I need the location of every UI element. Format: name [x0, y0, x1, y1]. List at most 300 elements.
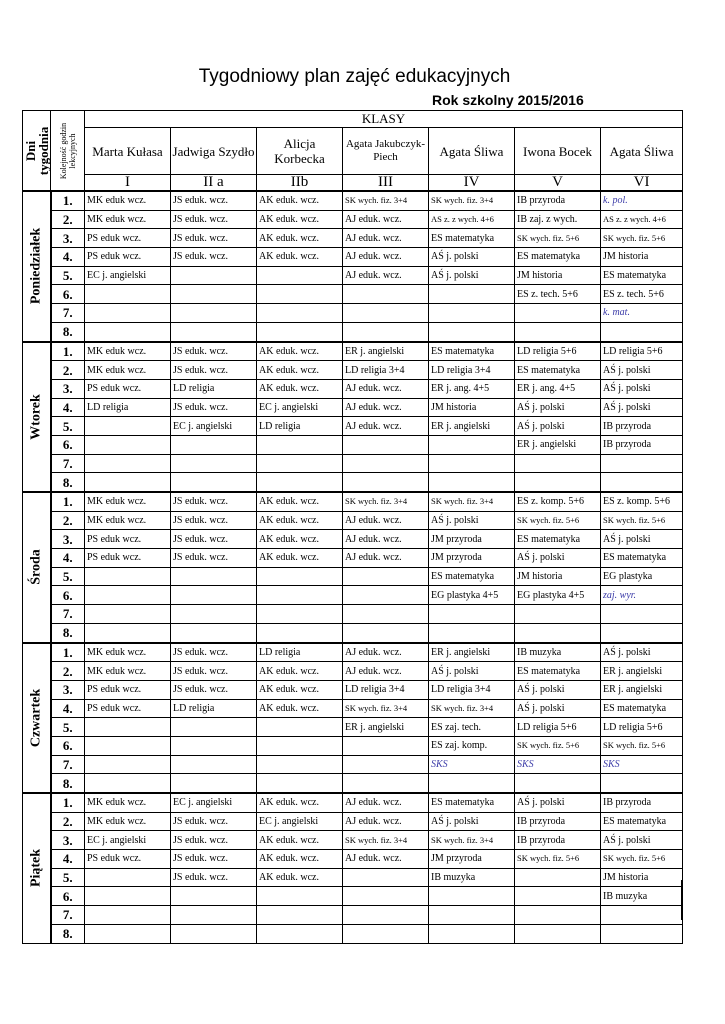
- lesson-cell: [171, 774, 257, 793]
- lesson-cell: LD religia: [257, 643, 343, 662]
- lesson-cell: PS eduk wcz.: [85, 699, 171, 718]
- lesson-cell: ES matematyka: [515, 248, 601, 267]
- lesson-cell: IB zaj. z wych.: [515, 210, 601, 229]
- lesson-cell: LD religia 3+4: [343, 680, 429, 699]
- lesson-cell: [515, 924, 601, 943]
- lesson-cell: k. pol.: [601, 191, 683, 210]
- lesson-number: 8.: [51, 623, 85, 642]
- lesson-cell: [257, 623, 343, 642]
- lesson-cell: AŚ j. polski: [515, 699, 601, 718]
- day-label: [23, 342, 51, 493]
- lesson-cell: JS eduk. wcz.: [171, 812, 257, 831]
- lesson-cell: IB przyroda: [515, 831, 601, 850]
- lesson-cell: JS eduk. wcz.: [171, 511, 257, 530]
- schedule-table: [22, 110, 683, 944]
- lesson-cell: AJ eduk. wcz.: [343, 793, 429, 812]
- lesson-cell: ES matematyka: [601, 699, 683, 718]
- lesson-cell: AK eduk. wcz.: [257, 511, 343, 530]
- lesson-cell: JS eduk. wcz.: [171, 191, 257, 210]
- lesson-cell: [85, 435, 171, 454]
- day-label: [23, 191, 51, 342]
- lesson-cell: [429, 774, 515, 793]
- lesson-cell: [343, 774, 429, 793]
- lesson-cell: [257, 586, 343, 605]
- lesson-number: 7.: [51, 605, 85, 624]
- lesson-cell: AK eduk. wcz.: [257, 680, 343, 699]
- table-row: [23, 361, 683, 380]
- table-row: [23, 887, 683, 906]
- lesson-cell: [429, 435, 515, 454]
- lesson-cell: [429, 322, 515, 341]
- lesson-number: 7.: [51, 906, 85, 925]
- lesson-cell: LD religia 5+6: [515, 342, 601, 361]
- table-row: [23, 812, 683, 831]
- table-row: [23, 530, 683, 549]
- lesson-cell: [257, 435, 343, 454]
- lesson-cell: [171, 887, 257, 906]
- lesson-cell: SKS: [515, 755, 601, 774]
- teacher-header: Agata Jakubczyk-Piech: [343, 128, 429, 175]
- table-row: [23, 322, 683, 341]
- lesson-cell: ES zaj. komp.: [429, 736, 515, 755]
- lesson-number: 1.: [51, 492, 85, 511]
- table-row: [23, 680, 683, 699]
- teacher-header: Agata Śliwa: [429, 128, 515, 175]
- lesson-cell: SK wych. fiz. 3+4: [429, 191, 515, 210]
- lesson-cell: LD religia: [257, 417, 343, 436]
- lesson-cell: IB przyroda: [601, 417, 683, 436]
- lesson-number: 1.: [51, 793, 85, 812]
- lesson-cell: [515, 623, 601, 642]
- lesson-cell: [257, 285, 343, 304]
- lesson-cell: [343, 924, 429, 943]
- lesson-cell: SK wych. fiz. 5+6: [601, 850, 683, 869]
- lesson-cell: MK eduk wcz.: [85, 210, 171, 229]
- table-row: [23, 379, 683, 398]
- lesson-cell: LD religia: [85, 398, 171, 417]
- lesson-cell: LD religia: [171, 379, 257, 398]
- lesson-number: 5.: [51, 417, 85, 436]
- header-days-line1: Dni: [22, 140, 38, 161]
- table-row: [23, 398, 683, 417]
- lesson-cell: EG plastyka 4+5: [515, 586, 601, 605]
- lesson-cell: [429, 605, 515, 624]
- lesson-cell: [343, 605, 429, 624]
- lesson-cell: SK wych. fiz. 5+6: [515, 229, 601, 248]
- lesson-cell: AJ eduk. wcz.: [343, 662, 429, 681]
- lesson-cell: IB przyroda: [515, 812, 601, 831]
- lesson-cell: AŚ j. polski: [601, 361, 683, 380]
- lesson-number: 3.: [51, 831, 85, 850]
- lesson-cell: AJ eduk. wcz.: [343, 530, 429, 549]
- lesson-number: 4.: [51, 398, 85, 417]
- lesson-cell: [601, 623, 683, 642]
- teacher-header: Iwona Bocek: [515, 128, 601, 175]
- lesson-cell: [343, 586, 429, 605]
- lesson-cell: MK eduk wcz.: [85, 793, 171, 812]
- teacher-header: Jadwiga Szydło: [171, 128, 257, 175]
- lesson-cell: IB przyroda: [601, 793, 683, 812]
- lesson-cell: AŚ j. polski: [429, 266, 515, 285]
- lesson-cell: JS eduk. wcz.: [171, 831, 257, 850]
- lesson-cell: AK eduk. wcz.: [257, 229, 343, 248]
- table-row: [23, 605, 683, 624]
- lesson-cell: IB muzyka: [515, 643, 601, 662]
- lesson-cell: [85, 473, 171, 492]
- lesson-number: 3.: [51, 229, 85, 248]
- table-row: [23, 718, 683, 737]
- table-row: [23, 304, 683, 323]
- lesson-cell: [171, 454, 257, 473]
- lesson-cell: [429, 924, 515, 943]
- lesson-cell: SK wych. fiz. 5+6: [601, 736, 683, 755]
- lesson-cell: AK eduk. wcz.: [257, 549, 343, 568]
- lesson-cell: MK eduk wcz.: [85, 492, 171, 511]
- lesson-cell: EC j. angielski: [171, 793, 257, 812]
- day-name: Czwartek: [28, 688, 44, 747]
- lesson-cell: SKS: [429, 755, 515, 774]
- table-row: [23, 285, 683, 304]
- day-label: [23, 643, 51, 794]
- lesson-number: 5.: [51, 266, 85, 285]
- table-row: [23, 210, 683, 229]
- lesson-cell: ES matematyka: [429, 229, 515, 248]
- lesson-cell: [171, 586, 257, 605]
- lesson-cell: JM historia: [515, 266, 601, 285]
- lesson-cell: SK wych. fiz. 3+4: [343, 831, 429, 850]
- lesson-cell: JS eduk. wcz.: [171, 229, 257, 248]
- lesson-cell: [343, 304, 429, 323]
- table-row: [23, 662, 683, 681]
- lesson-cell: JS eduk. wcz.: [171, 342, 257, 361]
- lesson-cell: zaj. wyr.: [601, 586, 683, 605]
- lesson-cell: ES matematyka: [601, 549, 683, 568]
- lesson-cell: AJ eduk. wcz.: [343, 398, 429, 417]
- table-row: [23, 623, 683, 642]
- lesson-cell: AK eduk. wcz.: [257, 361, 343, 380]
- table-edge-line: [681, 880, 683, 920]
- lesson-number: 2.: [51, 812, 85, 831]
- lesson-cell: ER j. ang. 4+5: [515, 379, 601, 398]
- lesson-cell: [85, 605, 171, 624]
- lesson-cell: [85, 887, 171, 906]
- table-row: [23, 755, 683, 774]
- lesson-number: 4.: [51, 549, 85, 568]
- lesson-cell: AJ eduk. wcz.: [343, 229, 429, 248]
- lesson-cell: AJ eduk. wcz.: [343, 266, 429, 285]
- lesson-cell: AŚ j. polski: [429, 511, 515, 530]
- lesson-cell: SK wych. fiz. 3+4: [429, 699, 515, 718]
- lesson-cell: SK wych. fiz. 5+6: [515, 850, 601, 869]
- lesson-cell: MK eduk wcz.: [85, 361, 171, 380]
- lesson-cell: [171, 718, 257, 737]
- class-header: I: [85, 175, 171, 192]
- lesson-cell: AŚ j. polski: [601, 379, 683, 398]
- lesson-cell: AJ eduk. wcz.: [343, 549, 429, 568]
- lesson-cell: EC j. angielski: [257, 398, 343, 417]
- lesson-number: 7.: [51, 454, 85, 473]
- lesson-cell: AK eduk. wcz.: [257, 868, 343, 887]
- lesson-cell: [601, 322, 683, 341]
- lesson-cell: IB muzyka: [601, 887, 683, 906]
- lesson-number: 6.: [51, 736, 85, 755]
- lesson-cell: SK wych. fiz. 3+4: [343, 492, 429, 511]
- lesson-cell: ER j. angielski: [429, 417, 515, 436]
- lesson-cell: MK eduk wcz.: [85, 191, 171, 210]
- table-row: [23, 549, 683, 568]
- lesson-cell: ER j. ang. 4+5: [429, 379, 515, 398]
- lesson-cell: JM przyroda: [429, 549, 515, 568]
- lesson-cell: [343, 454, 429, 473]
- lesson-cell: [601, 924, 683, 943]
- day-name: Środa: [28, 549, 44, 586]
- lesson-cell: AK eduk. wcz.: [257, 793, 343, 812]
- table-row: [23, 736, 683, 755]
- lesson-cell: [257, 906, 343, 925]
- lesson-number: 2.: [51, 662, 85, 681]
- class-header: V: [515, 175, 601, 192]
- lesson-cell: MK eduk wcz.: [85, 812, 171, 831]
- lesson-number: 5.: [51, 868, 85, 887]
- lesson-cell: AK eduk. wcz.: [257, 379, 343, 398]
- lesson-cell: JM przyroda: [429, 850, 515, 869]
- lesson-number: 6.: [51, 586, 85, 605]
- lesson-cell: JS eduk. wcz.: [171, 530, 257, 549]
- table-row: [23, 586, 683, 605]
- lesson-number: 8.: [51, 322, 85, 341]
- lesson-cell: AJ eduk. wcz.: [343, 511, 429, 530]
- lesson-cell: PS eduk wcz.: [85, 379, 171, 398]
- lesson-cell: [171, 623, 257, 642]
- lesson-cell: [515, 454, 601, 473]
- lesson-cell: [343, 868, 429, 887]
- lesson-cell: EG plastyka 4+5: [429, 586, 515, 605]
- lesson-cell: LD religia 3+4: [343, 361, 429, 380]
- lesson-cell: JS eduk. wcz.: [171, 361, 257, 380]
- lesson-cell: SK wych. fiz. 3+4: [429, 831, 515, 850]
- table-row: [23, 906, 683, 925]
- lesson-cell: [85, 454, 171, 473]
- lesson-cell: [601, 454, 683, 473]
- lesson-number: 7.: [51, 304, 85, 323]
- lesson-number: 4.: [51, 850, 85, 869]
- lesson-number: 3.: [51, 530, 85, 549]
- lesson-cell: JS eduk. wcz.: [171, 868, 257, 887]
- lesson-cell: ER j. angielski: [601, 680, 683, 699]
- page-title: Tygodniowy plan zajęć edukacyjnych: [198, 66, 511, 87]
- lesson-cell: [257, 473, 343, 492]
- lesson-cell: AŚ j. polski: [429, 248, 515, 267]
- lesson-cell: AK eduk. wcz.: [257, 342, 343, 361]
- class-header: III: [343, 175, 429, 192]
- lesson-cell: EC j. angielski: [85, 831, 171, 850]
- lesson-cell: SK wych. fiz. 5+6: [601, 511, 683, 530]
- lesson-cell: JS eduk. wcz.: [171, 850, 257, 869]
- lesson-cell: AK eduk. wcz.: [257, 831, 343, 850]
- lesson-cell: [343, 736, 429, 755]
- lesson-cell: PS eduk wcz.: [85, 549, 171, 568]
- lesson-cell: ES matematyka: [601, 812, 683, 831]
- header-days-line2: tygodnia: [35, 126, 51, 175]
- lesson-cell: ER j. angielski: [601, 662, 683, 681]
- lesson-cell: [257, 605, 343, 624]
- lesson-cell: IB przyroda: [601, 435, 683, 454]
- lesson-cell: AK eduk. wcz.: [257, 248, 343, 267]
- lesson-number: 1.: [51, 191, 85, 210]
- table-row: [23, 266, 683, 285]
- lesson-cell: AK eduk. wcz.: [257, 662, 343, 681]
- lesson-cell: k. mat.: [601, 304, 683, 323]
- lesson-cell: SK wych. fiz. 5+6: [601, 229, 683, 248]
- lesson-cell: [85, 774, 171, 793]
- lesson-cell: [257, 322, 343, 341]
- lesson-cell: PS eduk wcz.: [85, 680, 171, 699]
- teacher-header: Alicja Korbecka: [257, 128, 343, 175]
- lesson-cell: AŚ j. polski: [601, 643, 683, 662]
- lesson-cell: ES matematyka: [429, 793, 515, 812]
- lesson-cell: EG plastyka: [601, 567, 683, 586]
- lesson-cell: JS eduk. wcz.: [171, 210, 257, 229]
- lesson-cell: [515, 906, 601, 925]
- lesson-number: 7.: [51, 755, 85, 774]
- lesson-cell: AŚ j. polski: [601, 398, 683, 417]
- lesson-cell: AŚ j. polski: [515, 793, 601, 812]
- lesson-cell: ER j. angielski: [429, 643, 515, 662]
- lesson-cell: [515, 868, 601, 887]
- lesson-cell: [343, 285, 429, 304]
- lesson-cell: ES matematyka: [515, 662, 601, 681]
- table-row: [23, 643, 683, 662]
- lesson-cell: [171, 304, 257, 323]
- lesson-cell: [85, 755, 171, 774]
- lesson-cell: [171, 435, 257, 454]
- table-row: [23, 699, 683, 718]
- lesson-cell: [343, 567, 429, 586]
- table-row: [23, 473, 683, 492]
- class-header: IV: [429, 175, 515, 192]
- lesson-cell: AJ eduk. wcz.: [343, 210, 429, 229]
- lesson-cell: [171, 322, 257, 341]
- class-header: VI: [601, 175, 683, 192]
- lesson-cell: EC j. angielski: [257, 812, 343, 831]
- day-name: Wtorek: [28, 393, 44, 440]
- table-row: [23, 342, 683, 361]
- lesson-cell: SK wych. fiz. 3+4: [343, 191, 429, 210]
- lesson-cell: LD religia 5+6: [601, 718, 683, 737]
- lesson-cell: AŚ j. polski: [515, 398, 601, 417]
- lesson-cell: [85, 906, 171, 925]
- lesson-cell: EC j. angielski: [171, 417, 257, 436]
- lesson-cell: ES matematyka: [515, 361, 601, 380]
- lesson-cell: PS eduk wcz.: [85, 850, 171, 869]
- table-row: [23, 831, 683, 850]
- lesson-cell: EC j. angielski: [85, 266, 171, 285]
- lesson-cell: [171, 266, 257, 285]
- lesson-cell: SK wych. fiz. 5+6: [515, 511, 601, 530]
- lesson-cell: [601, 906, 683, 925]
- lesson-cell: [429, 906, 515, 925]
- table-row: [23, 229, 683, 248]
- lesson-cell: MK eduk wcz.: [85, 643, 171, 662]
- table-row: [23, 774, 683, 793]
- lesson-cell: [171, 605, 257, 624]
- lesson-cell: [257, 718, 343, 737]
- lesson-cell: JS eduk. wcz.: [171, 643, 257, 662]
- table-row: [23, 793, 683, 812]
- lesson-number: 4.: [51, 248, 85, 267]
- table-row: [23, 417, 683, 436]
- lesson-cell: PS eduk wcz.: [85, 530, 171, 549]
- lesson-cell: [257, 266, 343, 285]
- lesson-cell: [429, 623, 515, 642]
- lesson-cell: SK wych. fiz. 3+4: [429, 492, 515, 511]
- table-row: [23, 435, 683, 454]
- lesson-cell: [85, 417, 171, 436]
- lesson-cell: [343, 755, 429, 774]
- day-name: Poniedziałek: [28, 228, 44, 305]
- lesson-number: 5.: [51, 718, 85, 737]
- lesson-cell: AK eduk. wcz.: [257, 191, 343, 210]
- lesson-cell: [257, 924, 343, 943]
- lesson-cell: [171, 285, 257, 304]
- lesson-cell: JM historia: [601, 248, 683, 267]
- lesson-cell: [85, 868, 171, 887]
- lesson-cell: ES matematyka: [601, 266, 683, 285]
- lesson-cell: AŚ j. polski: [601, 530, 683, 549]
- day-label: [23, 492, 51, 643]
- lesson-cell: [171, 736, 257, 755]
- lesson-cell: [515, 322, 601, 341]
- lesson-number: 6.: [51, 887, 85, 906]
- lesson-cell: ES z. tech. 5+6: [601, 285, 683, 304]
- lesson-cell: AJ eduk. wcz.: [343, 417, 429, 436]
- lesson-number: 6.: [51, 435, 85, 454]
- header-lessons: [51, 111, 85, 192]
- lesson-cell: JS eduk. wcz.: [171, 549, 257, 568]
- lesson-cell: AŚ j. polski: [515, 417, 601, 436]
- lesson-number: 2.: [51, 511, 85, 530]
- lesson-cell: [515, 605, 601, 624]
- teacher-header: Marta Kułasa: [85, 128, 171, 175]
- lesson-cell: [601, 605, 683, 624]
- lesson-number: 4.: [51, 699, 85, 718]
- lesson-cell: [515, 473, 601, 492]
- lesson-cell: [601, 774, 683, 793]
- table-row: [23, 191, 683, 210]
- lesson-cell: [429, 285, 515, 304]
- lesson-cell: ES z. tech. 5+6: [515, 285, 601, 304]
- lesson-cell: IB muzyka: [429, 868, 515, 887]
- table-row: [23, 868, 683, 887]
- lesson-cell: [85, 623, 171, 642]
- lesson-cell: ES zaj. tech.: [429, 718, 515, 737]
- lesson-cell: ES z. komp. 5+6: [515, 492, 601, 511]
- lesson-cell: AJ eduk. wcz.: [343, 812, 429, 831]
- lesson-cell: [515, 774, 601, 793]
- lesson-cell: PS eduk wcz.: [85, 248, 171, 267]
- lesson-cell: JS eduk. wcz.: [171, 680, 257, 699]
- lesson-cell: AJ eduk. wcz.: [343, 379, 429, 398]
- lesson-number: 1.: [51, 342, 85, 361]
- lesson-cell: AJ eduk. wcz.: [343, 248, 429, 267]
- class-header: II a: [171, 175, 257, 192]
- lesson-cell: [343, 435, 429, 454]
- lesson-cell: MK eduk wcz.: [85, 511, 171, 530]
- lesson-cell: [257, 304, 343, 323]
- lesson-number: 8.: [51, 774, 85, 793]
- lesson-cell: [343, 887, 429, 906]
- lesson-cell: AK eduk. wcz.: [257, 530, 343, 549]
